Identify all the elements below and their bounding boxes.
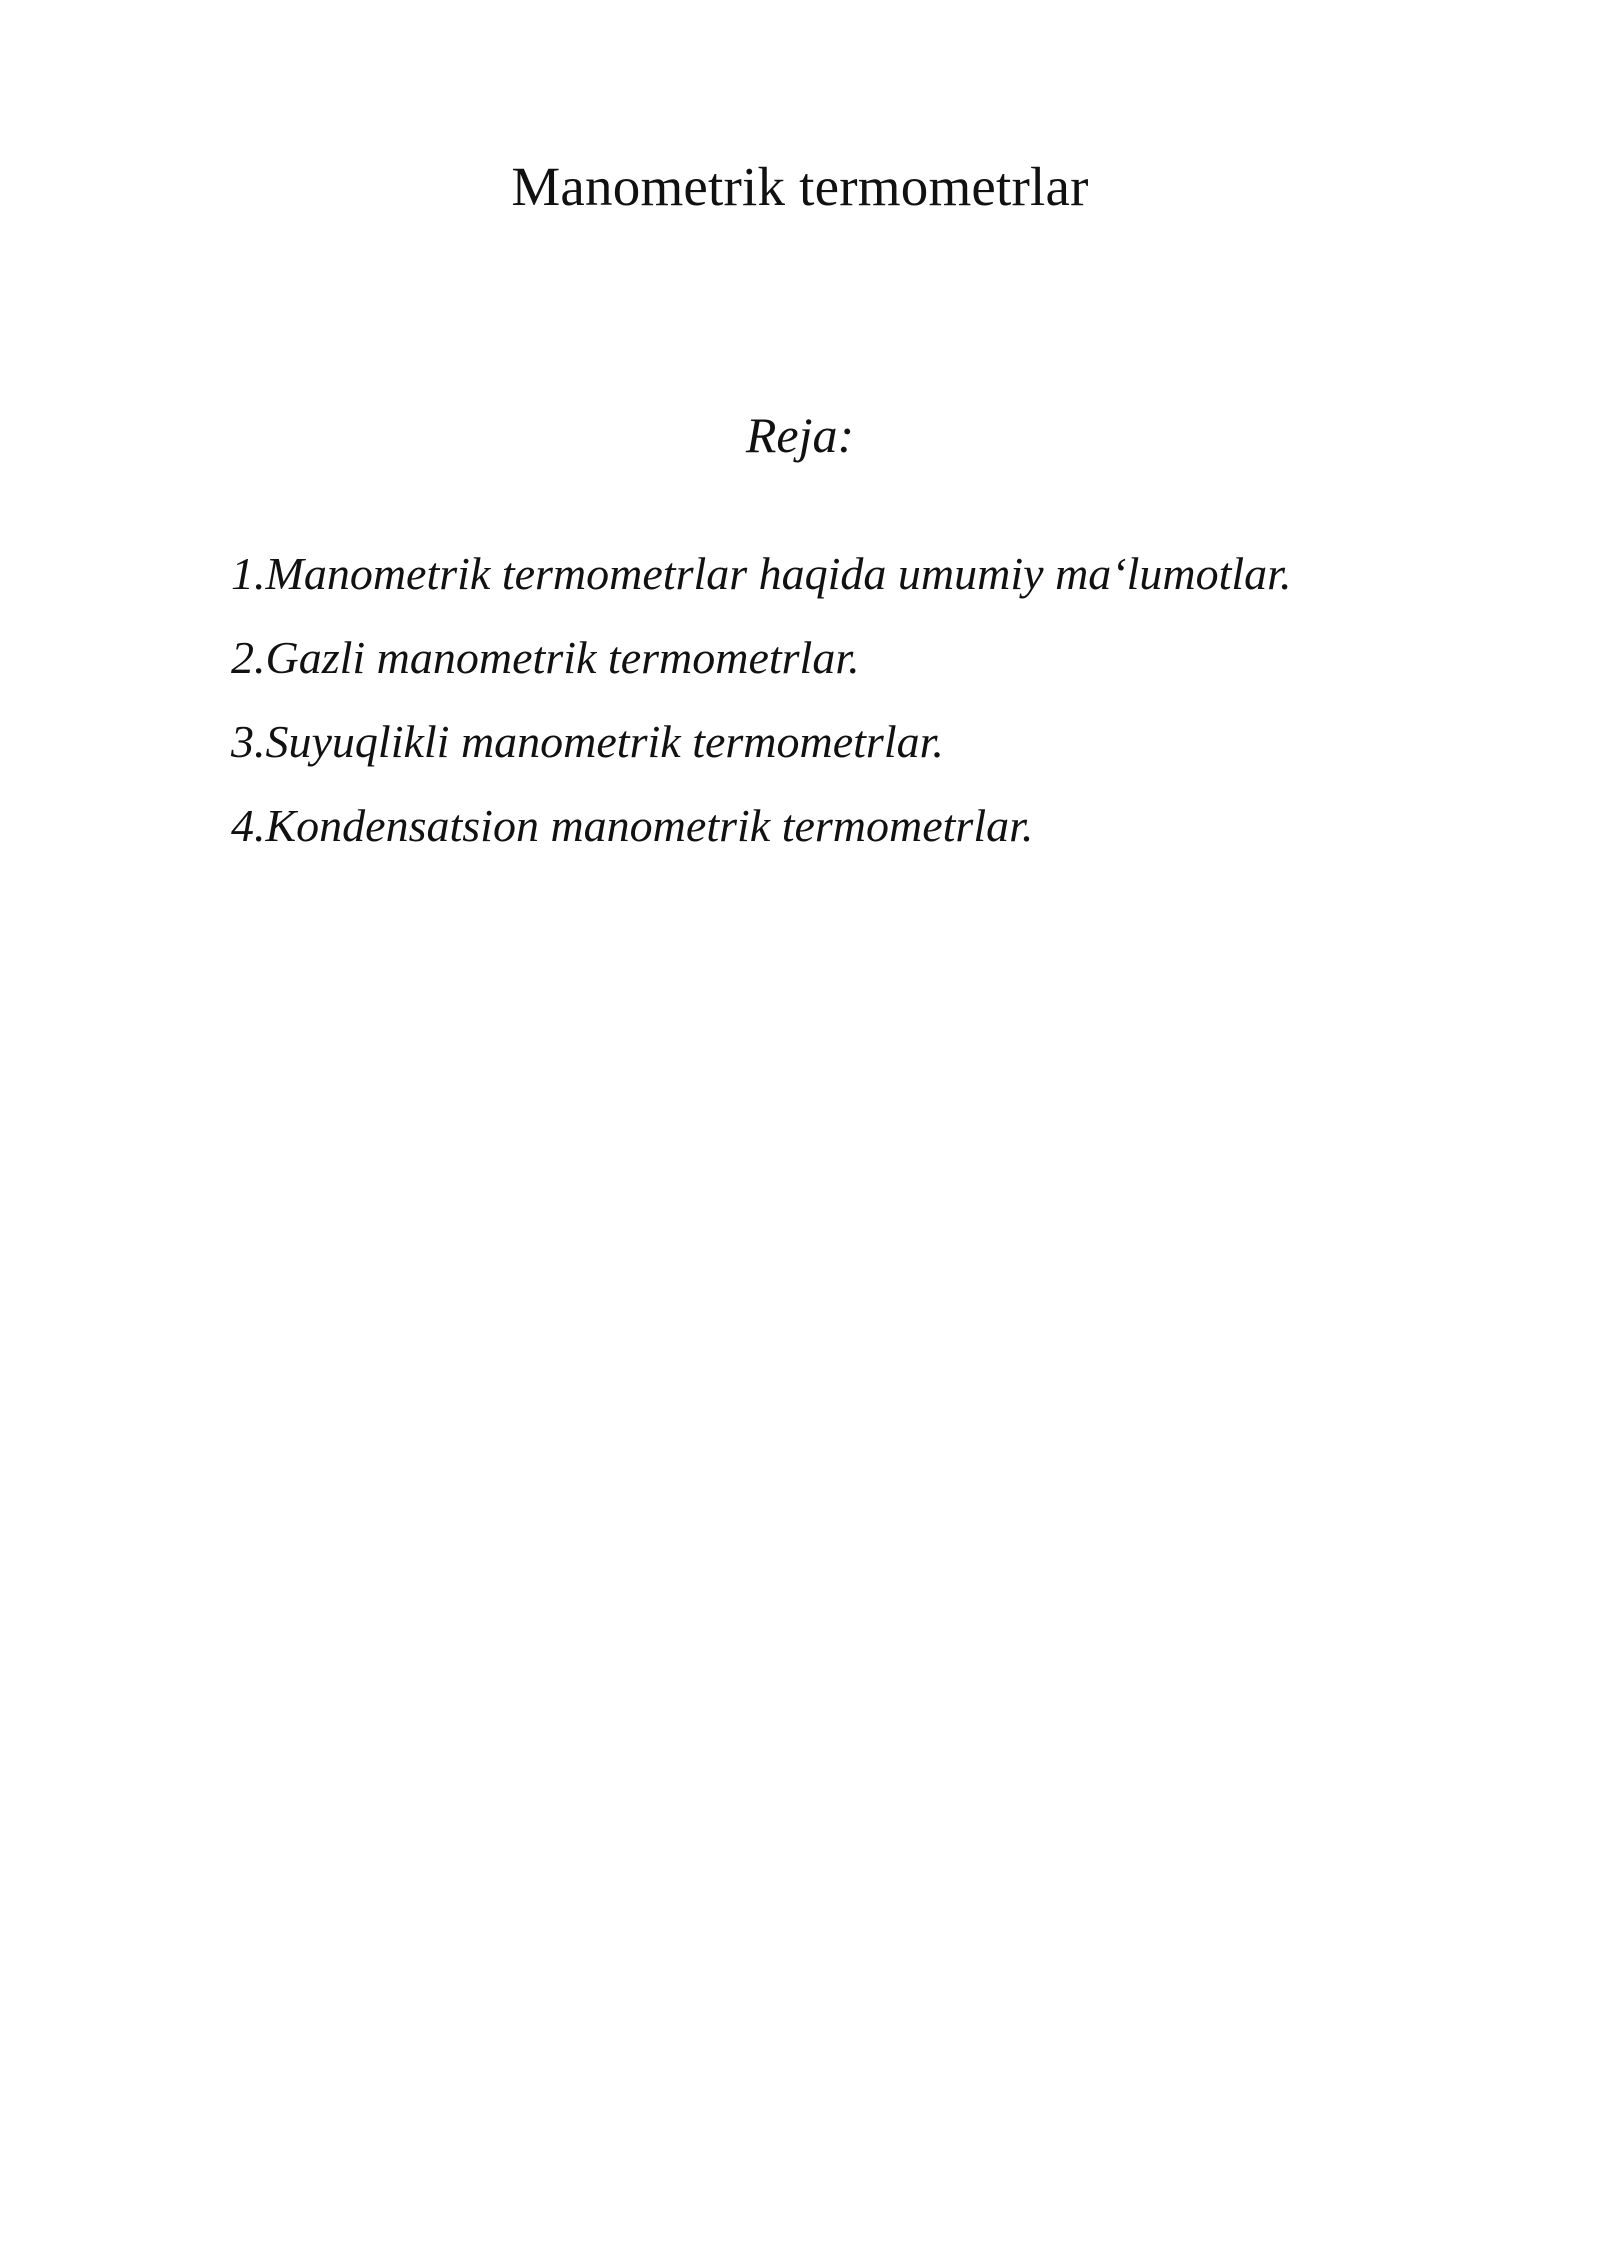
plan-item: 4.Kondensatsion manometrik termometrlar. bbox=[231, 800, 1034, 851]
plan-item: 1.Manometrik termometrlar haqida umumiy ma‘lumotlar. bbox=[231, 548, 1292, 599]
plan-item: 3.Suyuqlikli manometrik termometrlar. bbox=[231, 716, 944, 767]
plan-list bbox=[231, 532, 1291, 868]
plan-item: 2.Gazli manometrik termometrlar. bbox=[231, 632, 860, 683]
page-title: Manometrik termometrlar bbox=[511, 156, 1089, 217]
plan-heading: Reja: bbox=[745, 407, 855, 463]
